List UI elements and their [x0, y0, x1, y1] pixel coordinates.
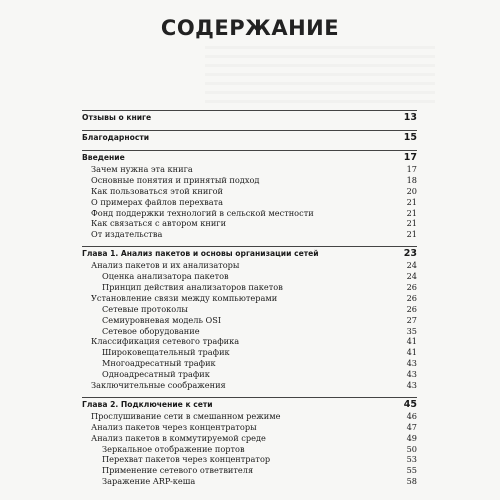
toc-entry[interactable] [82, 465, 417, 476]
toc-heading[interactable] [82, 111, 417, 124]
toc-page-number: 24 [406, 260, 417, 271]
toc-page-number: 55 [406, 465, 417, 476]
toc-page-number: 26 [406, 292, 417, 303]
toc-section [82, 246, 417, 391]
toc-entry-title: Анализ пакетов в коммутируемой среде [91, 432, 266, 443]
bleed-through-texture [205, 46, 435, 108]
toc-page-number: 27 [406, 314, 417, 325]
toc-entry[interactable] [82, 326, 417, 337]
toc-entry[interactable] [82, 380, 417, 391]
toc-page-number: 45 [403, 398, 417, 410]
toc-entry-title: Фонд поддержки технологий в сельской местности [91, 207, 314, 218]
toc-entry[interactable] [82, 208, 417, 219]
toc-heading[interactable] [82, 247, 417, 260]
toc-entry[interactable] [82, 411, 417, 422]
toc-entry[interactable] [82, 218, 417, 229]
toc-page-number: 47 [406, 421, 417, 432]
toc-entry-title: Перехват пакетов через концентратор [102, 454, 271, 465]
toc-page-number: 46 [406, 410, 417, 421]
toc-entry[interactable] [82, 282, 417, 293]
toc-page-number: 23 [403, 248, 417, 260]
toc-page-number: 26 [406, 282, 417, 293]
page-title: СОДЕРЖАНИЕ [160, 16, 340, 40]
toc-entry-title: Анализ пакетов через концентраторы [91, 421, 257, 432]
toc-entry-title: Классификация сетевого трафика [91, 336, 240, 347]
toc-section [82, 130, 417, 144]
toc-page-number: 18 [406, 174, 417, 185]
toc-page-number: 43 [406, 380, 417, 391]
toc-entry-title: Широковещательный трафик [102, 347, 230, 358]
toc-entry-title: Как связаться с автором книги [91, 218, 227, 229]
toc-entry-title: От издательства [91, 229, 163, 240]
toc-entry-title: Заражение ARP-кеша [102, 476, 196, 487]
toc-page-number: 49 [406, 432, 417, 443]
toc-entry-title: Оценка анализатора пакетов [102, 271, 229, 282]
toc-entry-title: Зеркальное отображение портов [102, 443, 245, 454]
toc-entry[interactable] [82, 422, 417, 433]
toc-entry-title: Сетевое оборудование [102, 325, 200, 336]
toc-page-number: 17 [403, 152, 417, 163]
toc-page-number: 35 [406, 325, 417, 336]
toc-entry[interactable] [82, 476, 417, 487]
toc-entry[interactable] [82, 369, 417, 380]
toc-entry-title: Основные понятия и принятый подход [91, 174, 260, 185]
toc-entry-title: Благодарности [82, 133, 150, 142]
table-of-contents [82, 110, 417, 487]
toc-entry[interactable] [82, 358, 417, 369]
toc-page-number: 17 [406, 164, 417, 174]
toc-entry[interactable] [82, 315, 417, 326]
toc-heading[interactable] [82, 131, 417, 144]
toc-entry[interactable] [82, 293, 417, 304]
toc-entry-title: Введение [82, 153, 125, 162]
toc-section [82, 150, 417, 240]
toc-page-number: 13 [403, 112, 417, 123]
toc-entry[interactable] [82, 454, 417, 465]
toc-page-number: 15 [403, 132, 417, 143]
toc-entry-title: Зачем нужна эта книга [91, 164, 193, 174]
toc-entry-title: Многоадресатный трафик [102, 358, 216, 369]
toc-entry-title: Применение сетевого ответвителя [102, 465, 254, 476]
toc-heading[interactable] [82, 151, 417, 164]
toc-entry[interactable] [82, 164, 417, 175]
toc-entry[interactable] [82, 444, 417, 455]
toc-heading[interactable] [82, 398, 417, 411]
toc-entry-title: Заключительные соображения [91, 380, 226, 391]
toc-entry[interactable] [82, 347, 417, 358]
toc-entry-title: Сетевые протоколы [102, 303, 188, 314]
toc-page-number: 41 [406, 336, 417, 347]
toc-page-number: 20 [406, 185, 417, 196]
toc-page-number: 21 [406, 196, 417, 207]
toc-entry-title: О примерах файлов перехвата [91, 196, 224, 207]
toc-entry-title: Одноадресатный трафик [102, 369, 210, 380]
toc-entry-title: Установление связи между компьютерами [91, 292, 278, 303]
toc-page-number: 58 [406, 476, 417, 487]
toc-entry-title: Как пользоваться этой книгой [91, 185, 224, 196]
toc-entry[interactable] [82, 433, 417, 444]
toc-entry[interactable] [82, 260, 417, 271]
toc-entry-title: Принцип действия анализаторов пакетов [102, 282, 283, 293]
toc-entry-title: Глава 2. Подключение к сети [82, 399, 213, 409]
toc-entry-title: Прослушивание сети в смешанном режиме [91, 410, 281, 421]
toc-section [82, 110, 417, 124]
toc-page-number: 43 [406, 358, 417, 369]
toc-section [82, 397, 417, 487]
toc-page-number: 53 [406, 454, 417, 465]
toc-entry-title: Семиуровневая модель OSI [102, 314, 222, 325]
toc-entry[interactable] [82, 336, 417, 347]
toc-entry[interactable] [82, 186, 417, 197]
toc-entry[interactable] [82, 304, 417, 315]
toc-page-number: 26 [406, 303, 417, 314]
toc-entry-title: Анализ пакетов и их анализаторы [91, 260, 240, 271]
toc-entry[interactable] [82, 229, 417, 240]
toc-page-number: 21 [406, 229, 417, 240]
toc-page-number: 43 [406, 369, 417, 380]
toc-entry[interactable] [82, 271, 417, 282]
toc-page-number: 21 [406, 207, 417, 218]
toc-entry-title: Глава 1. Анализ пакетов и основы организации сетей [82, 249, 319, 259]
toc-page-number: 24 [406, 271, 417, 282]
toc-page-number: 50 [406, 443, 417, 454]
toc-page-number: 41 [406, 347, 417, 358]
toc-page-number: 21 [406, 218, 417, 229]
toc-entry[interactable] [82, 197, 417, 208]
toc-entry-title: Отзывы о книге [82, 113, 152, 122]
toc-entry[interactable] [82, 175, 417, 186]
